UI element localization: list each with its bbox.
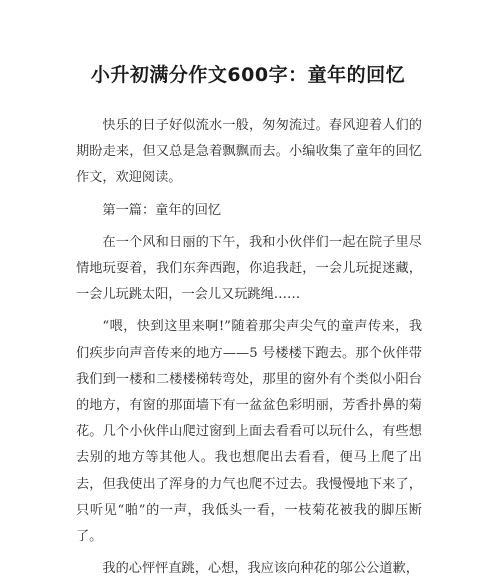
article-body (76, 113, 422, 588)
section-heading: 第一篇：童年的回忆 (102, 202, 222, 218)
body-paragraph: 我的心怦怦直跳，心想，我应该向种花的邬公公道歉， (102, 561, 419, 577)
article-title: 小升初满分作文600字：童年的回忆 (90, 64, 406, 86)
intro-paragraph: 快乐的日子好似流水一般，匆匆流过。春风迎着人们的期盼走来，但又总是急着飘飘而去。小编收集了童年的回忆作文，欢迎阅读。 (76, 118, 422, 186)
body-paragraph: 在一个风和日丽的下午，我和小伙伴们一起在院子里尽情地玩耍着，我们东奔西跑，你追我赶，一会儿玩捉迷藏，一会儿玩跳太阳，一会儿又玩跳绳…… (76, 234, 422, 303)
body-paragraph: “喂，快到这里来啊!”随着那尖声尖气的童声传来，我们疾步向声音传来的地方——5 号楼楼下跑去。那个伙伴带我们到一楼和二楼楼梯转弯处，那里的窗外有个类似小阳台的地方，有窗的那面墙下有一盆盆色彩明丽，芳香扑鼻的菊花。几个小伙伴山爬过窗到上面去看看可以玩什么，有些想去别的地方等其他人。我也想爬出去看看，便马上爬了出去，但我使出了浑身的力气也爬不过去。我慢慢地下来了，只听见“啪”的一声，我低头一看，一枝菊花被我的脚压断了。 (76, 319, 422, 545)
